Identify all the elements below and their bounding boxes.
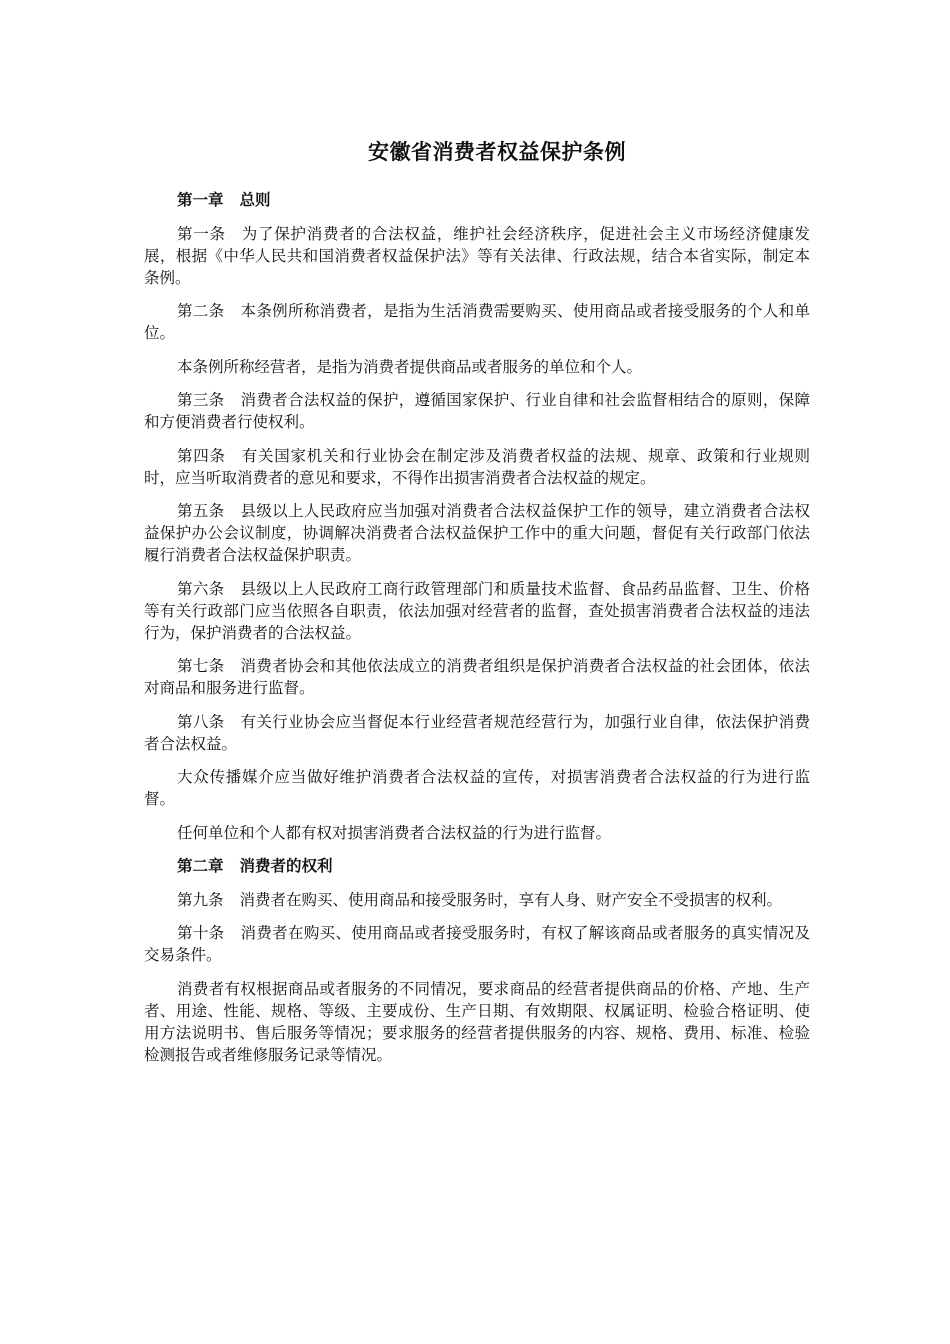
article-text: 消费者协会和其他依法成立的消费者组织是保护消费者合法权益的社会团体，依法对商品和服务进行监督。 bbox=[144, 657, 810, 697]
chapter-title: 消费者的权利 bbox=[239, 856, 333, 875]
paragraph-text: 本条例所称经营者，是指为消费者提供商品或者服务的单位和个人。 bbox=[177, 357, 643, 376]
article-text: 县级以上人民政府工商行政管理部门和质量技术监督、食品药品监督、卫生、价格等有关行政部门应当依照各自职责，依法加强对经营者的监督，查处损害消费者合法权益的违法行为，保护消费者的合法权益。 bbox=[144, 579, 810, 642]
paragraph bbox=[144, 822, 810, 844]
paragraph-text: 消费者有权根据商品或者服务的不同情况，要求商品的经营者提供商品的价格、产地、生产者、用途、性能、规格、等级、主要成份、生产日期、有效期限、权属证明、检验合格证明、使用方法说明书、售后服务等情况；要求服务的经营者提供服务的内容、规格、费用、标准、检验检测报告或者维修服务记录等情况。 bbox=[144, 979, 810, 1064]
article-text: 为了保护消费者的合法权益，维护社会经济秩序，促进社会主义市场经济健康发展，根据《中华人民共和国消费者权益保护法》等有关法律、行政法规，结合本省实际，制定本条例。 bbox=[144, 224, 810, 287]
chapter-label: 第一章 bbox=[177, 190, 224, 209]
article-number: 第七条 bbox=[177, 657, 225, 675]
chapter-title: 总则 bbox=[239, 190, 271, 209]
article-number: 第四条 bbox=[177, 446, 226, 465]
article-paragraph bbox=[144, 445, 810, 489]
article-text: 本条例所称消费者，是指为生活消费需要购买、使用商品或者接受服务的个人和单位。 bbox=[144, 302, 810, 342]
chapter-label: 第二章 bbox=[177, 856, 224, 875]
document-body bbox=[144, 189, 810, 1077]
article-text: 有关国家机关和行业协会在制定涉及消费者权益的法规、规章、政策和行业规则时，应当听取消费者的意见和要求，不得作出损害消费者合法权益的规定。 bbox=[144, 446, 810, 487]
article-number: 第二条 bbox=[177, 302, 225, 320]
article-paragraph bbox=[144, 500, 810, 566]
article-text: 有关行业协会应当督促本行业经营者规范经营行为，加强行业自律，依法保护消费者合法权益。 bbox=[144, 712, 810, 753]
article-paragraph bbox=[144, 223, 810, 289]
article-paragraph bbox=[144, 922, 810, 966]
chapter-heading bbox=[144, 189, 810, 211]
paragraph bbox=[144, 766, 810, 810]
article-number: 第九条 bbox=[177, 890, 224, 909]
article-number: 第十条 bbox=[177, 924, 225, 942]
paragraph bbox=[144, 356, 810, 378]
article-number: 第八条 bbox=[177, 712, 225, 731]
article-text: 县级以上人民政府应当加强对消费者合法权益保护工作的领导，建立消费者合法权益保护办公会议制度，协调解决消费者合法权益保护工作中的重大问题，督促有关行政部门依法履行消费者合法权益保护职责。 bbox=[144, 502, 810, 564]
article-paragraph bbox=[144, 711, 810, 755]
article-number: 第六条 bbox=[177, 579, 225, 598]
article-paragraph bbox=[144, 889, 810, 911]
article-paragraph bbox=[144, 578, 810, 644]
article-paragraph bbox=[144, 389, 810, 433]
chapter-heading bbox=[144, 855, 810, 877]
article-number: 第五条 bbox=[177, 502, 225, 520]
article-text: 消费者在购买、使用商品或者接受服务时，有权了解该商品或者服务的真实情况及交易条件。 bbox=[144, 924, 810, 964]
article-paragraph bbox=[144, 655, 810, 699]
paragraph bbox=[144, 978, 810, 1066]
paragraph-text: 大众传播媒介应当做好维护消费者合法权益的宣传，对损害消费者合法权益的行为进行监督。 bbox=[144, 768, 810, 808]
document-title: 安徽省消费者权益保护条例 bbox=[368, 139, 626, 164]
article-text: 消费者在购买、使用商品和接受服务时，享有人身、财产安全不受损害的权利。 bbox=[239, 890, 783, 909]
article-text: 消费者合法权益的保护，遵循国家保护、行业自律和社会监督相结合的原则，保障和方便消费者行使权利。 bbox=[144, 391, 810, 431]
article-number: 第一条 bbox=[177, 224, 226, 243]
article-number: 第三条 bbox=[177, 391, 225, 409]
paragraph-text: 任何单位和个人都有权对损害消费者合法权益的行为进行监督。 bbox=[177, 823, 612, 842]
article-paragraph bbox=[144, 300, 810, 344]
